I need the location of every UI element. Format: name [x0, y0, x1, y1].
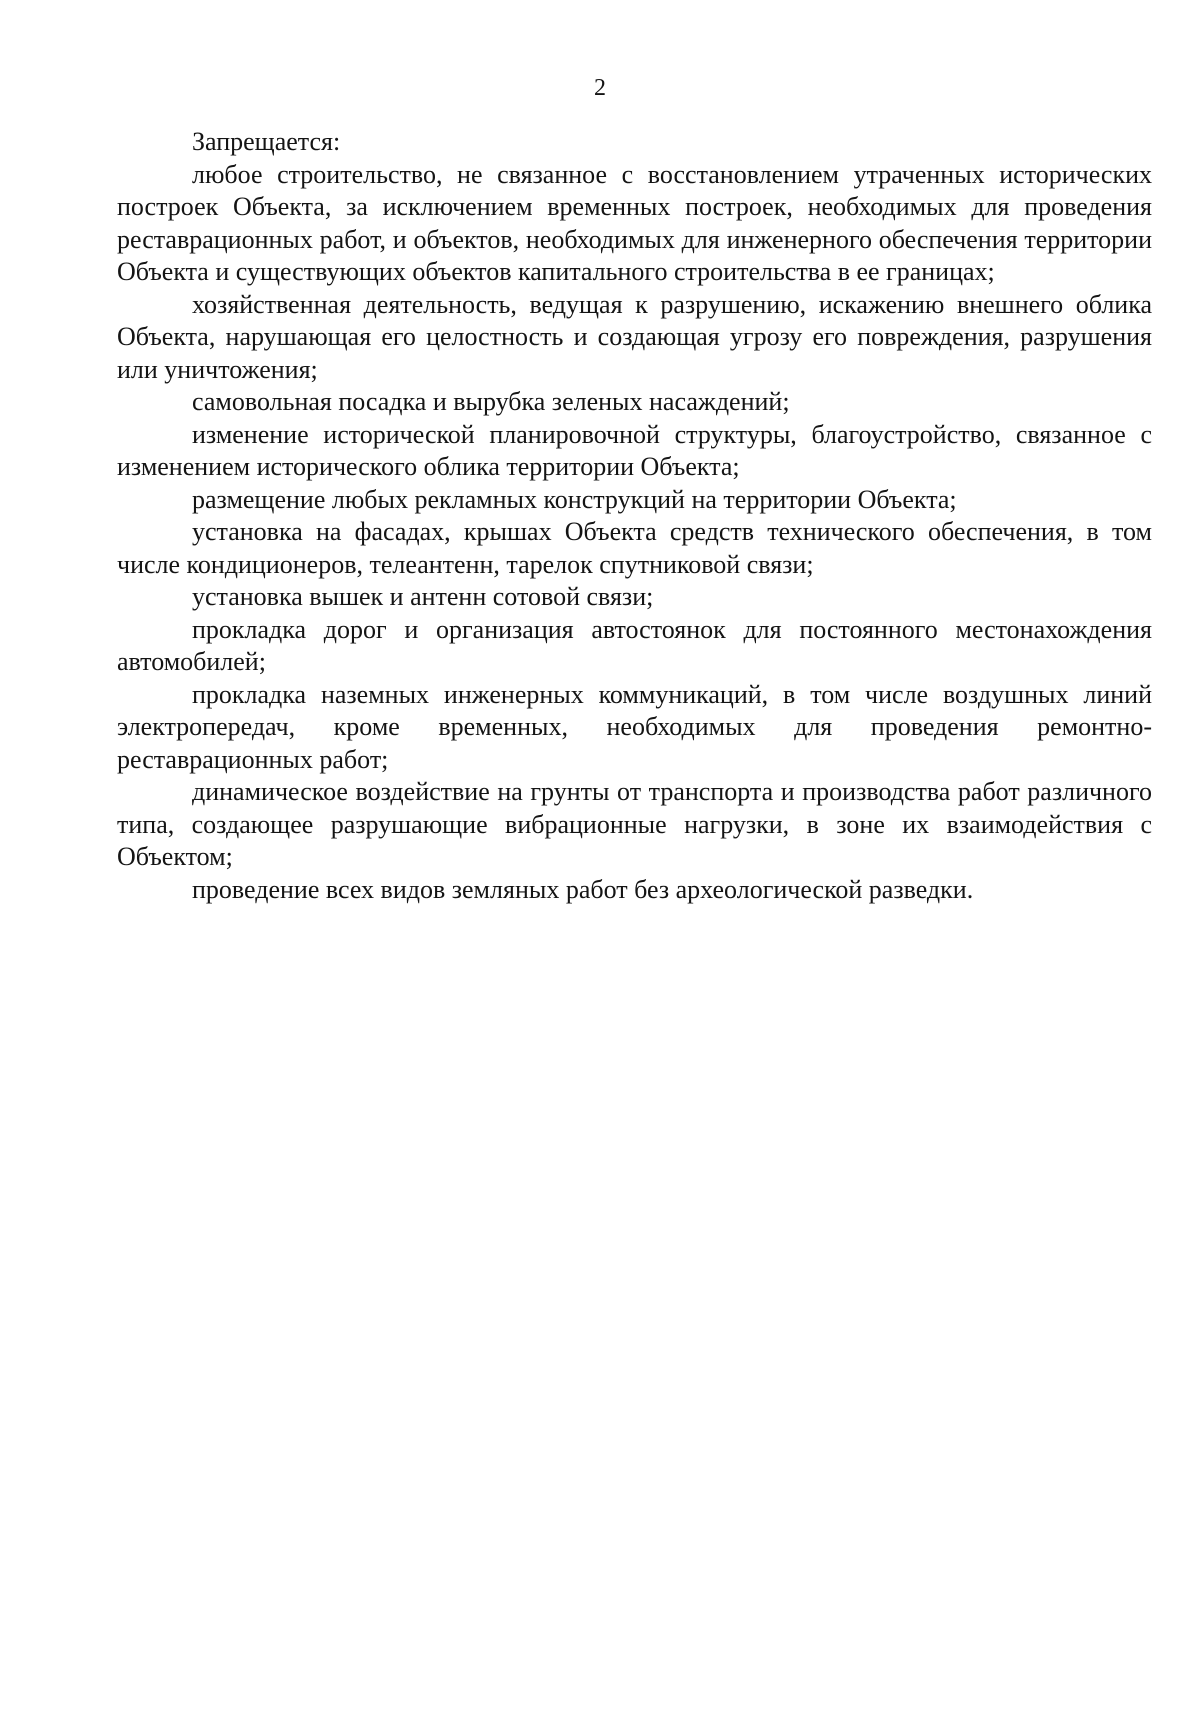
- prohibition-item: хозяйственная деятельность, ведущая к разрушению, искажению внешнего облика Объекта, нарушающая его целостность и создающая угрозу его повреждения, разрушения или уничтожения;: [117, 289, 1152, 384]
- prohibition-item: установка вышек и антенн сотовой связи;: [192, 582, 654, 611]
- prohibition-item: любое строительство, не связанное с восстановлением утраченных исторических построек Объекта, за исключением временных построек, необходимых для проведения реставрационных работ, и объектов, необходимых для инженерного обеспечения территории Объекта и существующих объектов капитального строительства в ее границах;: [117, 159, 1152, 286]
- prohibitions-heading: Запрещается:: [192, 127, 341, 156]
- prohibition-item: установка на фасадах, крышах Объекта средств технического обеспечения, в том числе кондиционеров, телеантенн, тарелок спутниковой связи;: [117, 517, 1152, 579]
- prohibition-item: самовольная посадка и вырубка зеленых насаждений;: [192, 387, 790, 416]
- prohibition-item: проведение всех видов земляных работ без археологической разведки.: [192, 874, 974, 904]
- document-body: [117, 126, 1152, 906]
- page-number: 2: [594, 75, 606, 101]
- prohibition-item: размещение любых рекламных конструкций на территории Объекта;: [192, 484, 957, 514]
- prohibition-item: прокладка наземных инженерных коммуникаций, в том числе воздушных линий электропередач, кроме временных, необходимых для проведения ремонтно-реставрационных работ;: [117, 679, 1152, 774]
- prohibition-item: динамическое воздействие на грунты от транспорта и производства работ различного типа, создающее разрушающие вибрационные нагрузки, в зоне их взаимодействия с Объектом;: [117, 777, 1152, 871]
- prohibition-item: изменение исторической планировочной структуры, благоустройство, связанное с изменением исторического облика территории Объекта;: [117, 419, 1152, 481]
- prohibition-item: прокладка дорог и организация автостоянок для постоянного местонахождения автомобилей;: [117, 614, 1152, 676]
